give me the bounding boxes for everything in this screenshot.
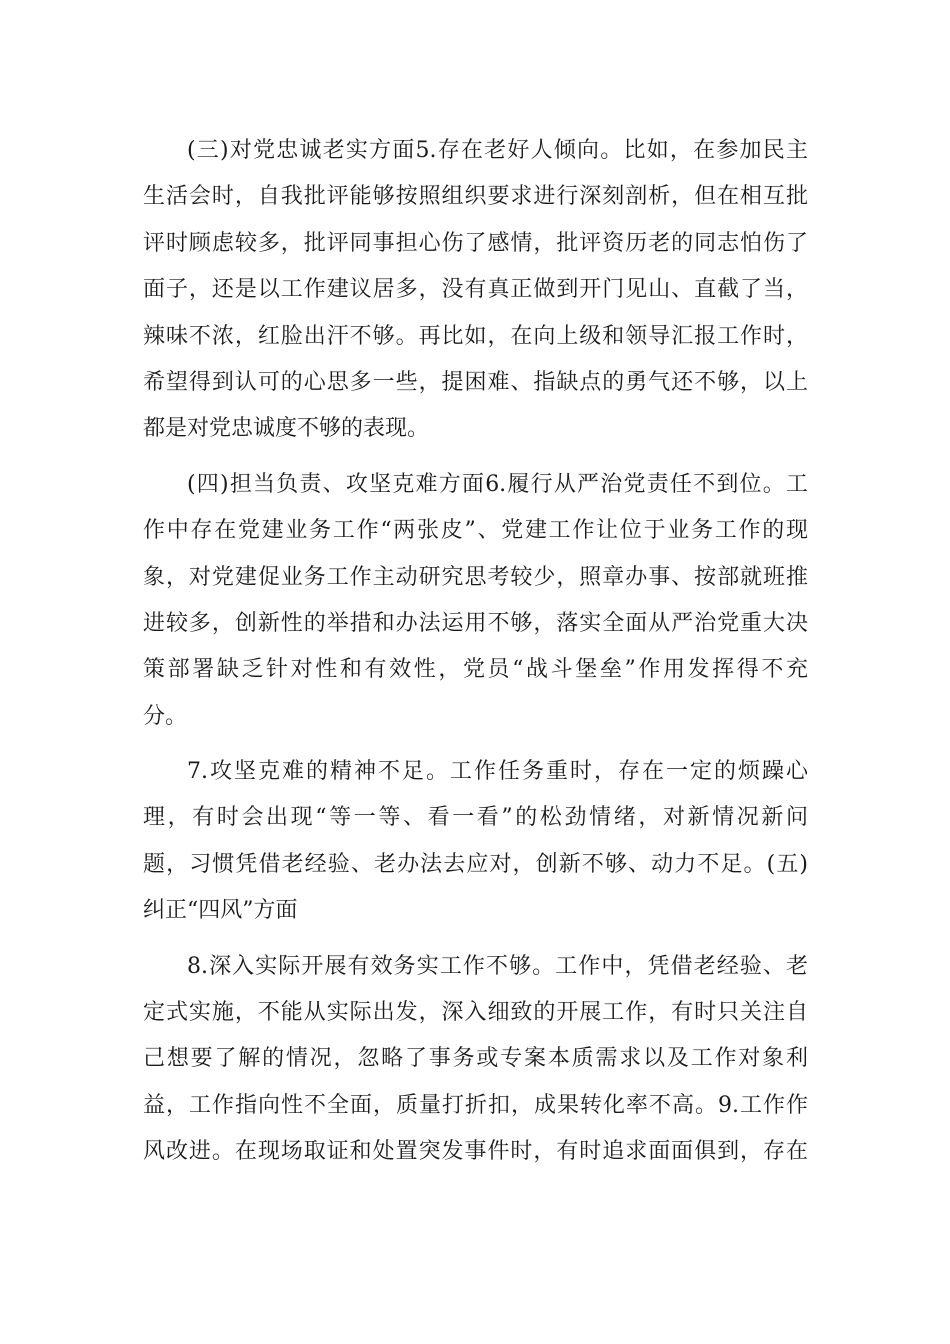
text-line: 题，习惯凭借老经验、老办法去应对，创新不够、动力不足。(五) — [143, 851, 808, 877]
text-line: 7.攻坚克难的精神不足。工作任务重时，存在一定的烦躁心 — [187, 759, 808, 785]
text-line: (四)担当负责、攻坚克难方面6.履行从严治党责任不到位。工 — [187, 471, 808, 497]
paragraph-4 — [143, 944, 808, 1176]
text-line: 评时顾虑较多，批评同事担心伤了感情，批评资历老的同志怕伤了 — [143, 230, 808, 256]
text-line: 8.深入实际开展有效务实工作不够。工作中，凭借老经验、老 — [187, 953, 808, 979]
text-line: 己想要了解的情况，忽略了事务或专案本质需求以及工作对象利 — [143, 1046, 808, 1072]
text-line: 益，工作指向性不全面，质量打折扣，成果转化率不高。9.工作作 — [143, 1092, 808, 1118]
text-line: 辣味不浓，红脸出汗不够。再比如，在向上级和领导汇报工作时， — [143, 323, 808, 349]
text-line: 都是对党忠诚度不够的表现。 — [143, 416, 430, 442]
paragraph-1 — [143, 128, 808, 453]
text-line: 生活会时，自我批评能够按照组织要求进行深刻剖析，但在相互批 — [143, 184, 808, 210]
text-line: 希望得到认可的心思多一些，提困难、指缺点的勇气还不够，以上 — [143, 369, 808, 395]
text-line: 面子，还是以工作建议居多，没有真正做到开门见山、直截了当， — [143, 277, 808, 303]
document-body — [143, 128, 808, 1176]
text-line: 策部署缺乏针对性和有效性，党员“战斗堡垒”作用发挥得不充 — [143, 657, 808, 683]
text-line: 理，有时会出现“等一等、看一看”的松劲情绪，对新情况新问 — [143, 805, 808, 831]
text-line: (三)对党忠诚老实方面5.存在老好人倾向。比如，在参加民主 — [187, 138, 808, 163]
paragraph-2 — [143, 462, 808, 740]
text-line: 风改进。在现场取证和处置突发事件时，有时追求面面俱到，存在 — [143, 1139, 808, 1165]
text-line: 分。 — [143, 703, 188, 729]
text-line: 进较多，创新性的举措和办法运用不够，落实全面从严治党重大决 — [143, 610, 808, 636]
text-line: 纠正“四风”方面 — [143, 898, 298, 924]
text-line: 象，对党建促业务工作主动研究思考较少，照章办事、按部就班推 — [143, 564, 808, 590]
text-line: 作中存在党建业务工作“两张皮”、党建工作让位于业务工作的现 — [143, 518, 808, 544]
paragraph-3 — [143, 749, 808, 935]
text-line: 定式实施，不能从实际出发，深入细致的开展工作，有时只关注自 — [143, 1000, 808, 1026]
